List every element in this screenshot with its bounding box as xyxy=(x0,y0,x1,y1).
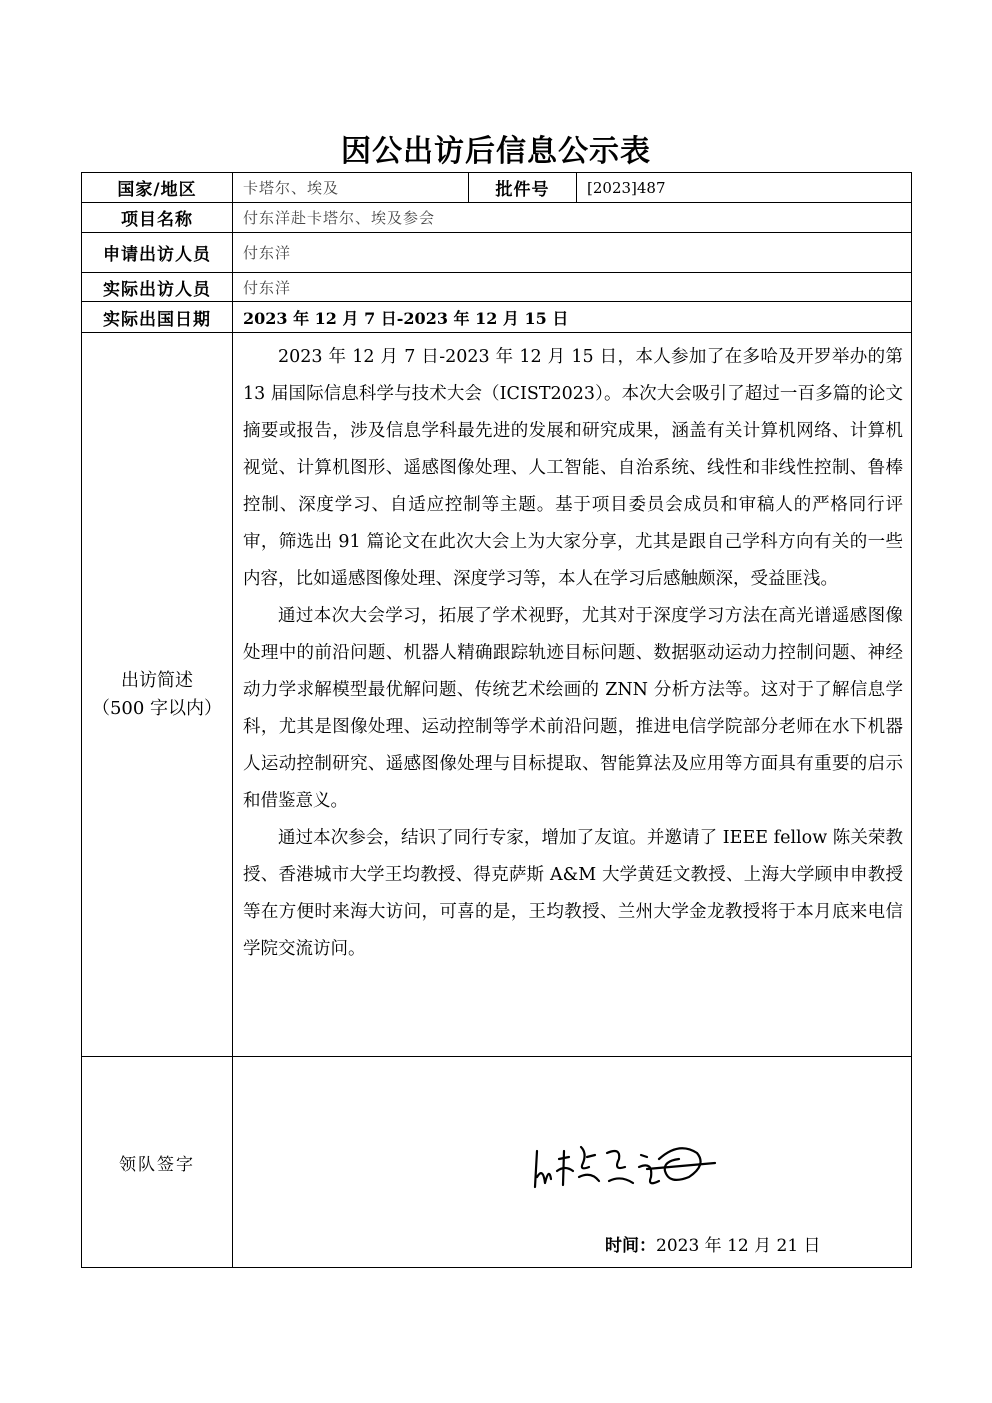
row-summary xyxy=(82,333,912,1057)
signature-label: 领队签字 xyxy=(82,1057,233,1268)
country-label: 国家/地区 xyxy=(82,173,233,203)
signature-area xyxy=(233,1057,912,1268)
approval-value: [2023]487 xyxy=(577,173,912,203)
row-dates xyxy=(82,302,912,333)
project-value: 付东洋赴卡塔尔、埃及参会 xyxy=(233,203,912,233)
summary-paragraph: 通过本次大会学习，拓展了学术视野，尤其对于深度学习方法在高光谱遥感图像处理中的前沿问题、机器人精确跟踪轨迹目标问题、数据驱动运动力控制问题、神经动力学求解模型最优解问题、传统艺术绘画的 ZNN 分析方法等。这对于了解信息学科，尤其是图像处理、运动控制等学术前沿问题，推进电信学院部分老师在水下机器人运动控制研究、遥感图像处理与目标提取、智能算法及应用等方面具有重要的启示和借鉴意义。 xyxy=(243,606,903,811)
date-prefix: 时间： xyxy=(605,1236,656,1256)
project-label: 项目名称 xyxy=(82,203,233,233)
page-title: 因公出访后信息公示表 xyxy=(341,134,651,169)
dates-value: 2023 年 12 月 7 日-2023 年 12 月 15 日 xyxy=(233,302,912,333)
row-actual-person xyxy=(82,273,912,302)
applicant-label: 申请出访人员 xyxy=(82,233,233,273)
row-country xyxy=(82,173,912,203)
summary-label xyxy=(82,333,233,1057)
summary-content xyxy=(233,333,912,1057)
row-signature xyxy=(82,1057,912,1268)
actual-person-value: 付东洋 xyxy=(233,273,912,302)
applicant-value: 付东洋 xyxy=(233,233,912,273)
disclosure-form-table xyxy=(81,172,912,1268)
summary-paragraph: 2023 年 12 月 7 日-2023 年 12 月 15 日，本人参加了在多哈及开罗举办的第 13 届国际信息科学与技术大会（ICIST2023）。本次大会吸引了超过一百多篇的论文摘要或报告，涉及信息学科最先进的发展和研究成果，涵盖有关计算机网络、计算机视觉、计算机图形、遥感图像处理、人工智能、自治系统、线性和非线性控制、鲁棒控制、深度学习、自适应控制等主题。基于项目委员会成员和审稿人的严格同行评审，筛选出 91 篇论文在此次大会上为大家分享，尤其是跟自己学科方向有关的一些内容，比如遥感图像处理、深度学习等，本人在学习后感触颇深，受益匪浅。 xyxy=(243,347,903,589)
summary-label-line2: （500 字以内） xyxy=(91,697,223,719)
row-applicant xyxy=(82,233,912,273)
approval-label: 批件号 xyxy=(469,173,577,203)
actual-person-label: 实际出访人员 xyxy=(82,273,233,302)
dates-label: 实际出国日期 xyxy=(82,302,233,333)
summary-label-line1: 出访简述 xyxy=(121,669,193,691)
country-value: 卡塔尔、埃及 xyxy=(233,173,469,203)
date-value: 2023 年 12 月 21 日 xyxy=(656,1236,821,1256)
signature-date xyxy=(605,1231,821,1256)
row-project xyxy=(82,203,912,233)
handwritten-signature xyxy=(529,1137,719,1197)
summary-paragraph: 通过本次参会，结识了同行专家，增加了友谊。并邀请了 IEEE fellow 陈关荣教授、香港城市大学王均教授、得克萨斯 A&M 大学黄廷文教授、上海大学顾申申教授等在方便时来海大访问，可喜的是，王均教授、兰州大学金龙教授将于本月底来电信学院交流访问。 xyxy=(243,828,903,959)
